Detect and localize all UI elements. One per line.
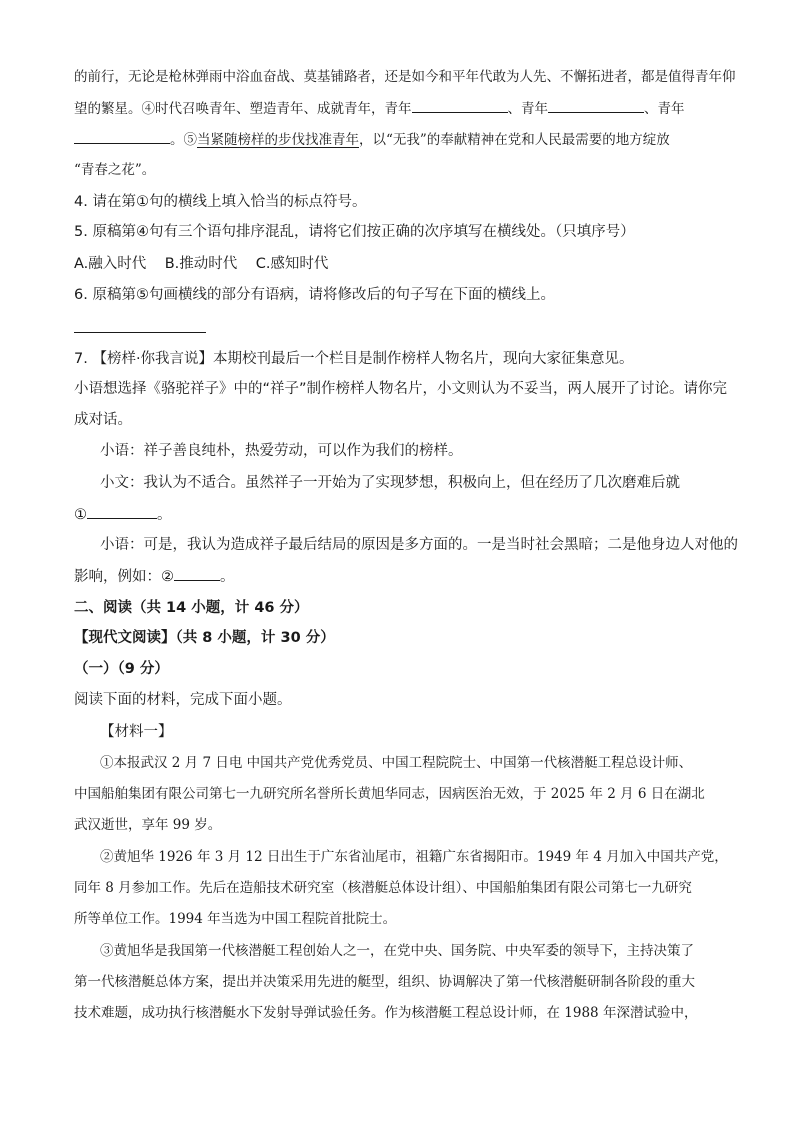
material-paragraph-2: ②黄旭华 1926 年 3 月 12 日出生于广东省汕尾市，祖籍广东省揭阳市。1949 年 4 月加入中国共产党， [100,849,728,865]
answer-blank[interactable] [87,504,157,519]
material-paragraph-3-cont: 第一代核潜艇总体方案，提出并决策采用先进的艇型，组织、协调解决了第一代核潜艇研制各阶段的重大 [74,974,695,990]
dialogue-line-5 [74,566,235,587]
material-paragraph-3-cont: 技术难题，成功执行核潜艇水下发射导弹试验任务。作为核潜艇工程总设计师，在 1988 年深潜试验中， [74,1005,698,1021]
subsection-title: 【现代文阅读】（共 8 小题，计 30 分） [74,630,335,646]
material-paragraph-3: ③黄旭华是我国第一代核潜艇工程创始人之一，在党中央、国务院、中央军委的领导下，主持决策了 [100,943,694,959]
answer-blank[interactable] [174,566,220,581]
material-paragraph-1-cont: 武汉逝世，享年 99 岁。 [74,817,222,833]
material-paragraph-2-cont: 所等单位工作。1994 年当选为中国工程院首批院士。 [74,911,397,927]
dialogue-line-4: 小语：可是，我认为造成祥子最后结局的原因是多方面的。一是当时社会黑暗；二是他身边人对他的 [100,537,738,553]
dialogue-text: 影响，例如：② [74,569,174,585]
dialogue-line-2: 小文：我认为不适合。虽然祥子一开始为了实现梦想，积极向上，但在经历了几次磨难后就 [100,475,680,491]
essay-text: 、青年 [644,101,685,117]
dialogue-text: ① [74,507,87,523]
answer-line[interactable] [74,332,206,333]
essay-text: 、青年 [507,101,548,117]
question-7-line-3: 成对话。 [74,412,132,428]
essay-text: ，以“无我”的奉献精神在党和人民最需要的地方绽放 [359,132,670,148]
essay-text: 望的繁星。④时代召唤青年、塑造青年、成就青年，青年 [74,101,412,117]
question-6: 6. 原稿第⑤句画横线的部分有语病，请将修改后的句子写在下面的横线上。 [74,287,555,303]
essay-line-2 [74,98,685,119]
essay-line-1: 的前行，无论是枪林弹雨中浴血奋战、莫基铺路者，还是如今和平年代敢为人先、不懈拓进者，都是值得青年仰 [74,69,736,85]
question-5: 5. 原稿第④句有三个语句排序混乱，请将它们按正确的次序填写在横线处。（只填序号） [74,224,635,240]
essay-text: 。⑤ [170,132,197,148]
material-paragraph-1: ①本报武汉 2 月 7 日电 中国共产党优秀党员、中国工程院院士、中国第一代核潜艇工程总设计师、 [100,755,693,771]
essay-line-3 [74,129,670,150]
instruction: 阅读下面的材料，完成下面小题。 [74,692,292,708]
dialogue-line-1: 小语：祥子善良纯朴，热爱劳动，可以作为我们的榜样。 [100,443,463,459]
question-7-line-2: 小语想选择《骆驼祥子》中的“祥子”制作榜样人物名片，小文则认为不妥当，两人展开了讨论。请你完 [74,381,728,397]
underlined-sentence: 当紧随榜样的步伐找准青年 [197,132,359,148]
dialogue-line-3 [74,504,172,525]
dialogue-text: 。 [220,569,235,585]
material-label: 【材料一】 [100,724,173,740]
question-4: 4. 请在第①句的横线上填入恰当的标点符号。 [74,194,367,210]
part-title: （一）（9 分） [74,661,169,677]
section-title: 二、阅读（共 14 小题，计 46 分） [74,600,309,616]
question-5-options: A.融入时代 B.推动时代 C.感知时代 [74,256,329,272]
material-paragraph-1-cont: 中国船舶集团有限公司第七一九研究所名誉所长黄旭华同志，因病医治无效，于 2025 年 2 月 6 日在湖北 [74,786,705,802]
material-paragraph-2-cont: 同年 8 月参加工作。先后在造船技术研究室（核潜艇总体设计组）、中国船舶集团有限公司第七一九研究 [74,880,692,896]
answer-blank[interactable] [74,129,170,144]
essay-line-4: “青春之花”。 [74,162,156,178]
dialogue-text: 。 [157,507,172,523]
answer-blank[interactable] [412,98,508,113]
answer-blank[interactable] [548,98,644,113]
question-7: 7. 【榜样·你我言说】本期校刊最后一个栏目是制作榜样人物名片，现向大家征集意见。 [74,351,634,367]
